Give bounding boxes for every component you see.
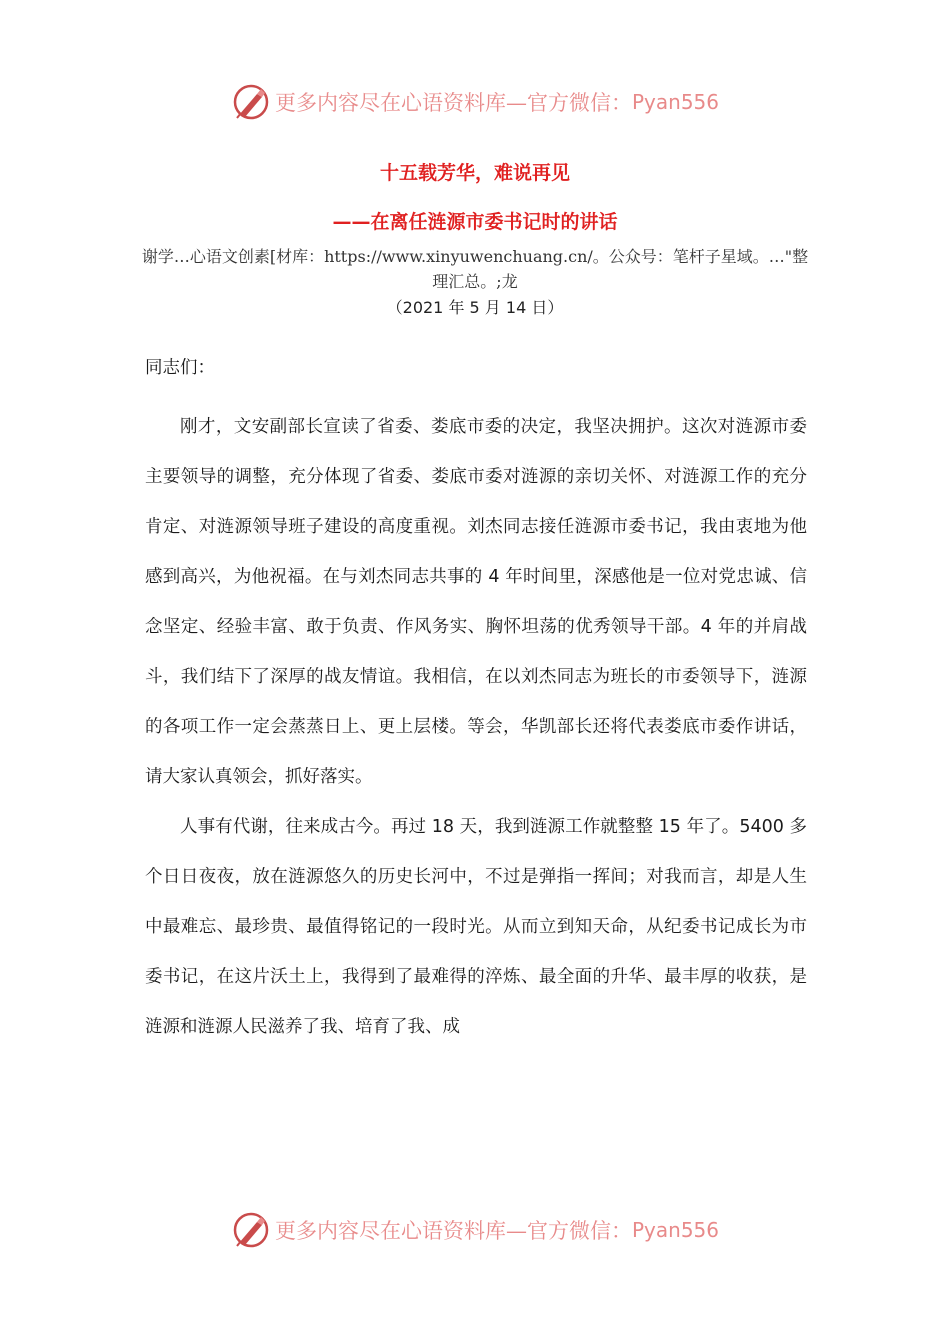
pen-nib-logo-icon [231, 1210, 271, 1250]
watermark-handle: Pyan556 [631, 1218, 719, 1242]
paragraph-1: 刚才，文安副部长宣读了省委、娄底市委的决定，我坚决拥护。这次对涟源市委主要领导的调整，充分体现了省委、娄底市委对涟源的亲切关怀、对涟源工作的充分肯定、对涟源领导班子建设的高度重视。刘杰同志接任涟源市委书记，我由衷地为他感到高兴，为他祝福。在与刘杰同志共事的 4 年时间里，深感他是一位对党忠诚、信念坚定、经验丰富、敢于负责、作风务实、胸怀坦荡的优秀领导干部。4 年的并肩战斗，我们结下了深厚的战友情谊。我相信，在以刘杰同志为班长的市委领导下，涟源的各项工作一定会蒸蒸日上、更上层楼。等会，华凯部长还将代表娄底市委作讲话，请大家认真领会，抓好落实。 [145, 417, 807, 787]
source-byline: 谢学…心语文创素[材库：https://www.xinyuwenchuang.cn/。公众号：笔杆子星域。…"整理汇总。;龙 [141, 247, 809, 291]
pen-nib-logo-icon [231, 82, 271, 122]
watermark-text: 更多内容尽在心语资料库—官方微信： [274, 1219, 632, 1243]
speech-date: （2021 年 5 月 14 日） [386, 298, 564, 317]
salutation: 同志们： [145, 358, 215, 378]
watermark-text: 更多内容尽在心语资料库—官方微信： [274, 91, 632, 115]
document-subtitle: ——在离任涟源市委书记时的讲话 [332, 211, 618, 233]
watermark-banner-bottom [0, 1208, 950, 1252]
speech-body [145, 352, 807, 1052]
watermark-handle: Pyan556 [631, 90, 719, 114]
watermark-banner-top [0, 80, 950, 124]
document-title: 十五载芳华，难说再见 [379, 162, 570, 184]
paragraph-2: 人事有代谢，往来成古今。再过 18 天，我到涟源工作就整整 15 年了。5400 多个日日夜夜，放在涟源悠久的历史长河中，不过是弹指一挥间；对我而言，却是人生中最难忘、最珍贵、最值得铭记的一段时光。从而立到知天命，从纪委书记成长为市委书记，在这片沃土上，我得到了最难得的淬炼、最全面的升华、最丰厚的收获，是涟源和涟源人民滋养了我、培育了我、成 [145, 817, 807, 1037]
